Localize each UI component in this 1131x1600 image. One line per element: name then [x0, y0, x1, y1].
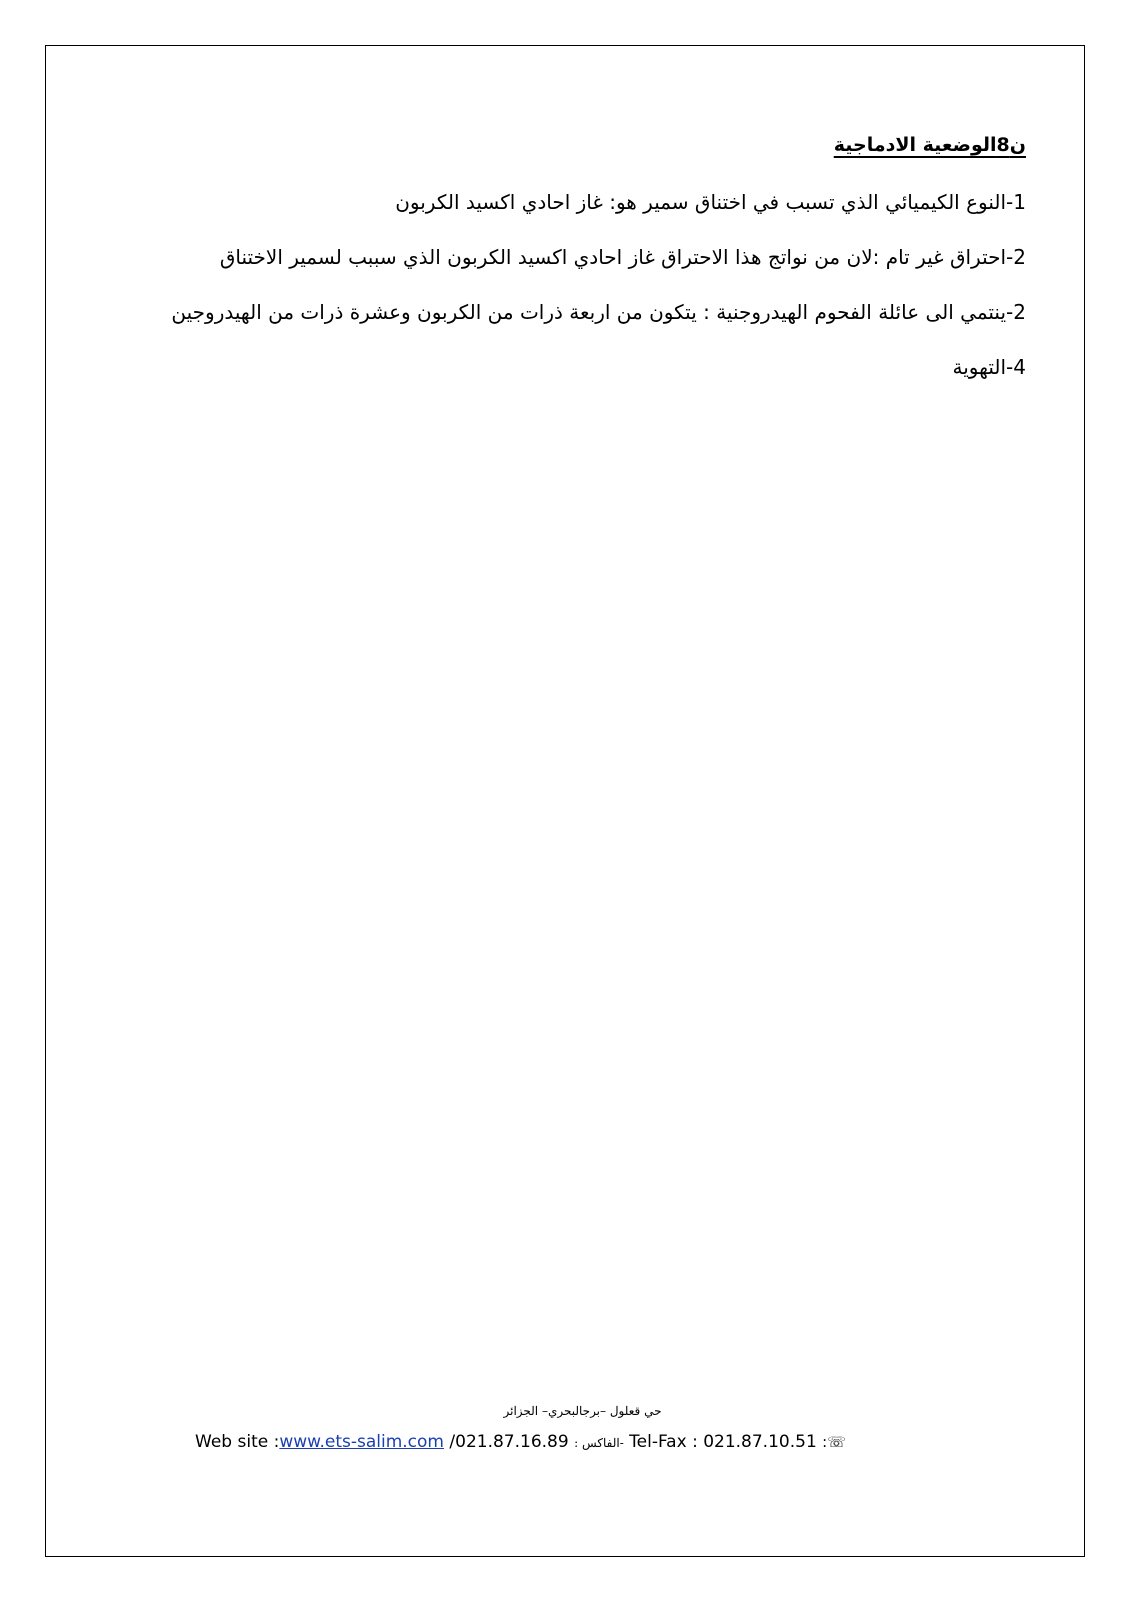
section-title: ن8الوضعية الادماجية [833, 134, 1026, 156]
footer-contact [0, 1432, 1131, 1452]
tel-fax: Tel-Fax : 021.87.10.51 [629, 1432, 817, 1452]
website-label: Web site : [195, 1432, 280, 1452]
fax-number: /021.87.16.89 [449, 1432, 569, 1452]
address-text: حي قعلول –برجالبحري– الجزائر [503, 1404, 662, 1418]
fax-label: -الفاكس : [574, 1436, 624, 1450]
website-link[interactable]: www.ets-salim.com [279, 1432, 444, 1452]
phone-icon: :☏ [822, 1433, 846, 1451]
answer-3: 2-ينتمي الى عائلة الفحوم الهيدروجنية : يتكون من اربعة ذرات من الكربون وعشرة ذرات من الهيدروجين [171, 300, 1026, 324]
answer-2: 2-احتراق غير تام :لان من نواتج هذا الاحتراق غاز احادي اكسيد الكربون الذي سببب لسمير الاختناق [219, 245, 1026, 269]
document-body [130, 132, 1026, 404]
answer-1: 1-النوع الكيميائي الذي تسبب في اختناق سمير هو: غاز احادي اكسيد الكربون [395, 190, 1026, 214]
answer-4: 4-التهوية [952, 355, 1026, 379]
footer-address [0, 1404, 1131, 1418]
